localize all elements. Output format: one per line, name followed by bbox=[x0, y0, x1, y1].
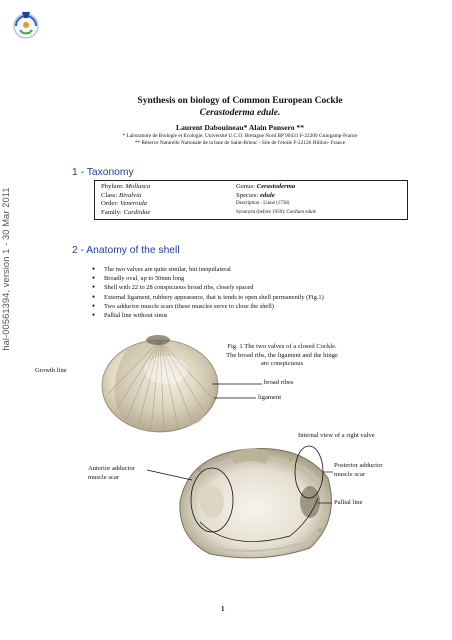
label-broad-ribes: broad ribes bbox=[264, 379, 294, 386]
taxonomy-row: Family: Cardiidae bbox=[101, 208, 151, 216]
label-posterior-adductor: Posterior adductor muscle scar bbox=[334, 462, 383, 478]
hal-identifier-stamp: hal-00561394, version 1 - 30 Mar 2011 bbox=[1, 187, 11, 351]
taxonomy-row: Class: Bivalvia bbox=[101, 191, 142, 199]
figure2-caption: Internal view of a right valve bbox=[298, 432, 375, 439]
list-item: ● The two valves are quite similar, but inequilateral bbox=[92, 265, 432, 274]
section-heading-anatomy: 2 - Anatomy of the shell bbox=[72, 245, 180, 256]
label-pallial-line: Pallial line bbox=[334, 499, 363, 506]
list-item: ● External ligament, rubbery appearance, that is tends to open shell permanently (Fig.1) bbox=[92, 293, 432, 302]
list-item: ● Two adductor muscle scars (these muscles serve to close the shell) bbox=[92, 302, 432, 311]
label-ligament: ligament bbox=[258, 394, 282, 401]
paper-title: Synthesis on biology of Common European Cockle bbox=[137, 96, 343, 106]
affiliation-2: ** Réserve Naturelle Nationale de la baie de Saint-Brieuc - Site de l'étoile F-22120 Hillion- France bbox=[134, 140, 346, 146]
page-number: 1 bbox=[221, 605, 225, 613]
list-item: ● Shell with 22 to 28 conspicuous broad ribs, closely spaced bbox=[92, 283, 432, 292]
taxonomy-row: Synonym (before 1950): Cardium edule bbox=[236, 209, 317, 215]
pallial-line-trace bbox=[200, 498, 318, 542]
anterior-scar-outline bbox=[191, 468, 233, 532]
taxonomy-row: Phylum: Mollusca bbox=[101, 183, 151, 190]
figure1-caption: Fig. 1 The two valves of a closed Cockle. The broad ribs, the ligament and the hinge are conspicuous bbox=[226, 343, 338, 367]
label-growth-line: Growth line bbox=[35, 367, 67, 374]
taxonomy-row: Species: edule bbox=[236, 191, 275, 199]
section-heading-taxonomy: 1 - Taxonomy bbox=[72, 167, 134, 178]
paper-subtitle: Cerastoderma edule. bbox=[199, 108, 281, 118]
taxonomy-row: Description : Linné (1758) bbox=[236, 201, 290, 206]
label-anterior-adductor: Anterior adductor muscle scar bbox=[88, 465, 136, 481]
list-item: ● Pallial line without sinus bbox=[92, 311, 432, 320]
list-item: ● Broadly oval, up to 50mm long bbox=[92, 274, 432, 283]
taxonomy-row: Genus: Cerastoderma bbox=[236, 183, 296, 190]
authors: Laurent Dabouineau* Alain Ponsero ** bbox=[176, 123, 304, 132]
taxonomy-row: Order: Veneroida bbox=[101, 200, 148, 207]
affiliation-1: * Laboratoire de Biologie et Ecologie, Université U.C.O. Bretagne Nord BP 90431 F-22200 Guingamp-France bbox=[122, 133, 358, 139]
posterior-scar-outline bbox=[295, 446, 323, 498]
